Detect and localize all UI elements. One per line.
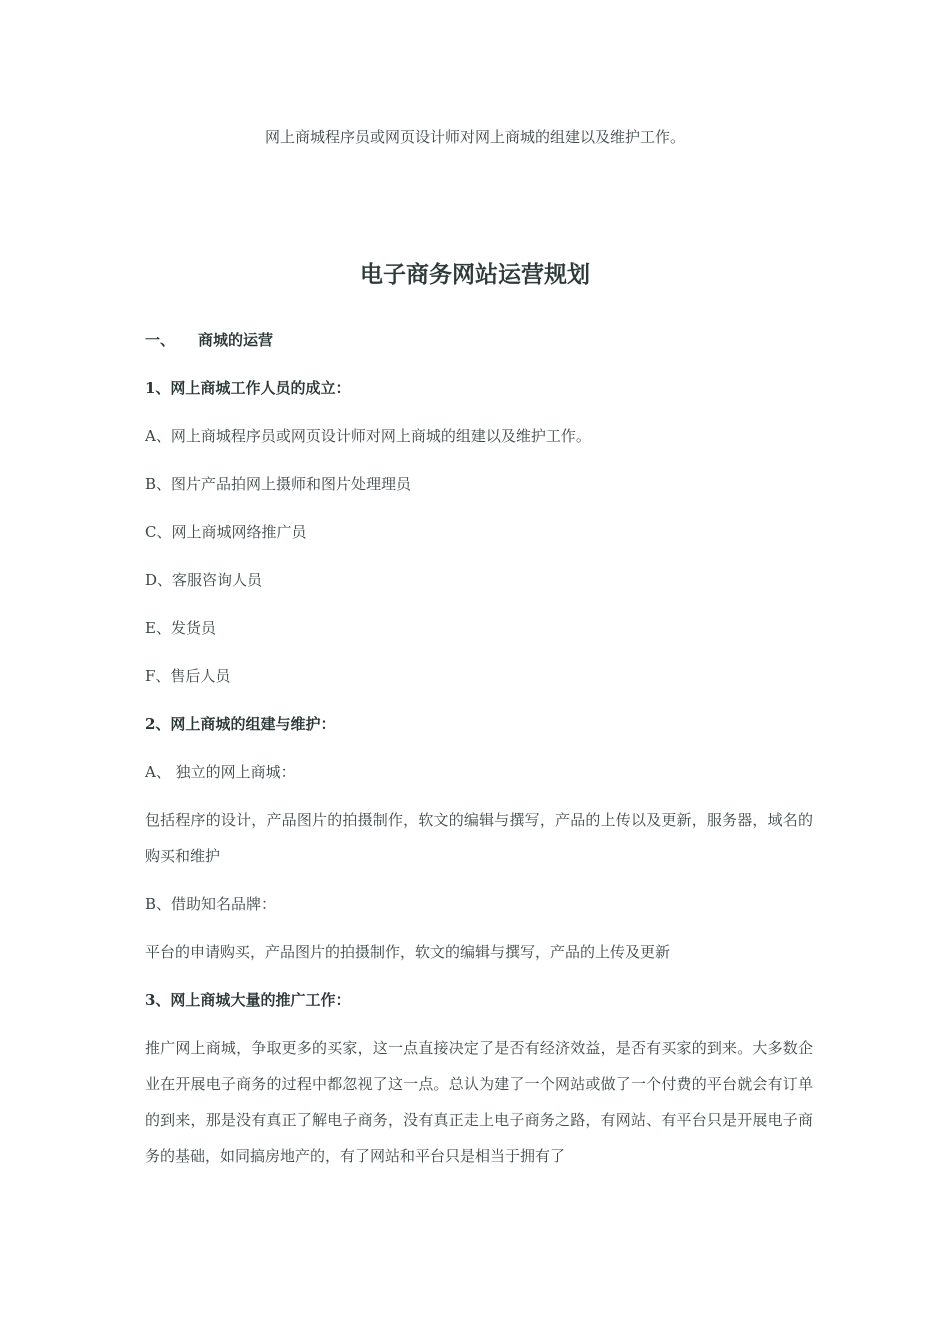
subsection-heading-3: 3、网上商城大量的推广工作： (145, 991, 351, 1009)
subsection-heading-2: 2、网上商城的组建与维护： (145, 715, 336, 733)
section-heading-1 (145, 328, 813, 352)
build-item-a: A、 独立的网上商城： (145, 763, 296, 781)
section-number: 一、 (145, 331, 176, 349)
staff-item-f: F、售后人员 (145, 667, 231, 685)
document-body (145, 328, 813, 1192)
staff-item-b: B、图片产品拍网上摄师和图片处理理员 (145, 475, 412, 493)
build-item-a-text: 包括程序的设计，产品图片的拍摄制作，软文的编辑与撰写，产品的上传以及更新，服务器，域名的购买和维护 (145, 811, 813, 865)
staff-item-c: C、网上商城网络推广员 (145, 523, 307, 541)
subsection-heading-1: 1、网上商城工作人员的成立： (145, 379, 351, 397)
staff-item-e: E、发货员 (145, 619, 216, 637)
document-title: 电子商务网站运营规划 (360, 261, 590, 288)
build-item-b: B、借助知名品牌： (145, 895, 277, 913)
section-heading-text: 商城的运营 (198, 331, 274, 349)
staff-item-a: A、网上商城程序员或网页设计师对网上商城的组建以及维护工作。 (145, 427, 591, 445)
staff-item-d: D、客服咨询人员 (145, 571, 263, 589)
top-text-line: 网上商城程序员或网页设计师对网上商城的组建以及维护工作。 (264, 128, 685, 146)
promotion-paragraph: 推广网上商城，争取更多的买家，这一点直接决定了是否有经济效益，是否有买家的到来。大多数企业在开展电子商务的过程中都忽视了这一点。总认为建了一个网站或做了一个付费的平台就会有订单的到来，那是没有真正了解电子商务，没有真正走上电子商务之路，有网站、有平台只是开展电子商务的基础，如同搞房地产的，有了网站和平台只是相当于拥有了 (145, 1039, 813, 1165)
build-item-b-text: 平台的申请购买，产品图片的拍摄制作，软文的编辑与撰写，产品的上传及更新 (145, 943, 671, 961)
